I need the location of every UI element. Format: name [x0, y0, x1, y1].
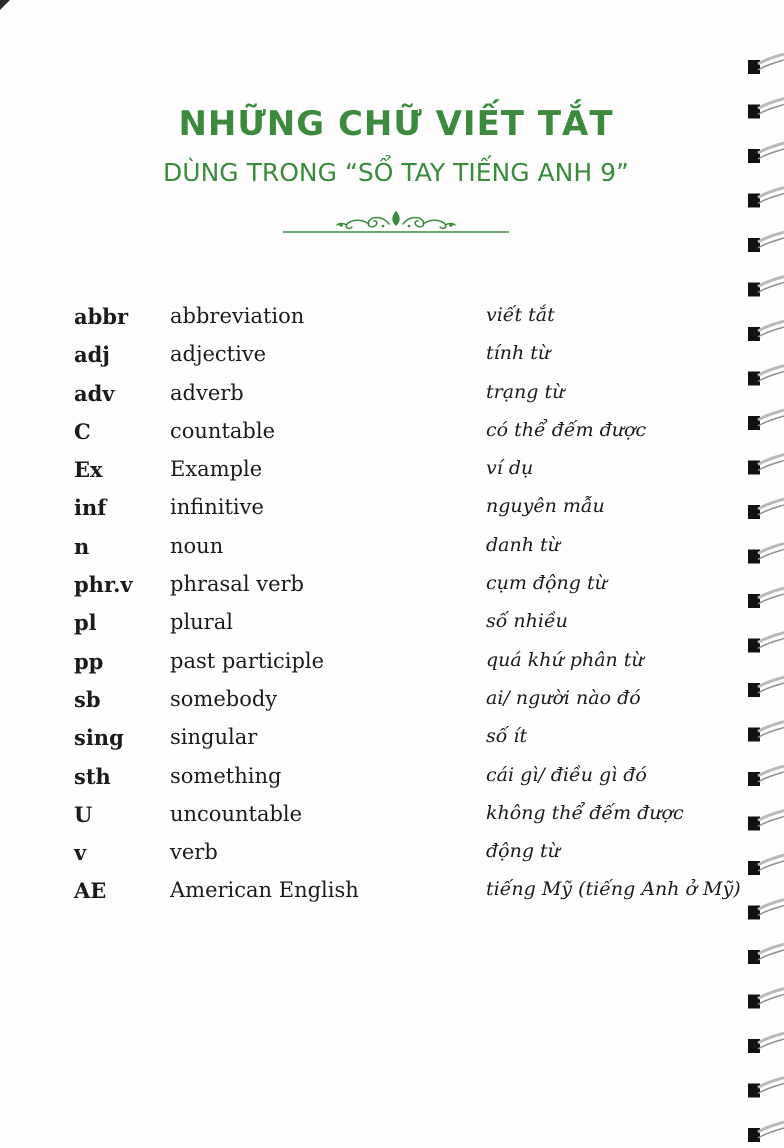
vietnamese-meaning: danh từ	[486, 533, 560, 556]
vietnamese-meaning: cái gì/ điều gì đó	[486, 763, 647, 786]
abbreviation: adv	[74, 380, 115, 406]
ornament-divider-icon	[283, 206, 509, 236]
spiral-coil-icon	[748, 455, 784, 475]
abbreviation: pp	[74, 648, 104, 674]
list-item	[0, 840, 784, 878]
abbreviation-list	[0, 304, 784, 917]
abbreviation: Ex	[74, 457, 103, 483]
list-item	[0, 534, 784, 572]
english-term: noun	[170, 533, 224, 558]
list-item	[0, 649, 784, 687]
vietnamese-meaning: không thể đếm được	[486, 801, 684, 824]
spiral-coil-icon	[748, 54, 784, 74]
spiral-coil-icon	[748, 677, 784, 697]
spiral-coil-icon	[748, 499, 784, 519]
english-term: American English	[170, 878, 359, 903]
vietnamese-meaning: quá khứ phân từ	[486, 648, 644, 671]
vietnamese-meaning: số ít	[486, 725, 528, 748]
spiral-coil-icon	[748, 900, 784, 920]
abbreviation: abbr	[74, 304, 129, 329]
list-item	[0, 687, 784, 725]
corner-mark	[0, 0, 10, 10]
spiral-coil-icon	[748, 1122, 784, 1142]
list-item	[0, 725, 784, 763]
vietnamese-meaning: tiếng Mỹ (tiếng Anh ở Mỹ)	[486, 878, 741, 901]
english-term: adjective	[170, 342, 267, 367]
vietnamese-meaning: số nhiều	[486, 610, 568, 633]
spiral-coil-icon	[748, 544, 784, 564]
list-item	[0, 764, 784, 802]
english-term: verb	[170, 840, 218, 865]
vietnamese-meaning: viết tắt	[486, 304, 555, 326]
page-title: NHỮNG CHỮ VIẾT TẮT	[178, 104, 614, 144]
spiral-coil-icon	[748, 588, 784, 608]
spiral-coil-icon	[748, 1033, 784, 1053]
abbreviation: adj	[74, 342, 110, 368]
abbreviation: sb	[74, 686, 101, 712]
english-term: singular	[170, 725, 258, 750]
list-item	[0, 610, 784, 648]
spiral-coil-icon	[748, 1078, 784, 1098]
spiral-coil-icon	[748, 188, 784, 208]
vietnamese-meaning: nguyên mẫu	[486, 495, 605, 518]
vietnamese-meaning: có thể đếm được	[486, 418, 647, 441]
english-term: phrasal verb	[170, 572, 304, 597]
spiral-coil-icon	[748, 321, 784, 341]
abbreviation: AE	[74, 878, 107, 904]
spiral-coil-icon	[748, 989, 784, 1009]
spiral-coil-icon	[748, 143, 784, 163]
abbreviation: n	[74, 533, 90, 559]
english-term: something	[170, 763, 282, 788]
list-item	[0, 457, 784, 495]
spiral-coil-icon	[748, 766, 784, 786]
spiral-coil-icon	[748, 722, 784, 742]
vietnamese-meaning: tính từ	[486, 342, 551, 365]
english-term: plural	[170, 610, 233, 635]
list-item	[0, 878, 784, 916]
abbreviation: pl	[74, 610, 97, 636]
abbreviation: sing	[74, 725, 124, 751]
spiral-coil-icon	[748, 232, 784, 252]
list-item	[0, 304, 784, 342]
spiral-coil-icon	[748, 855, 784, 875]
list-item	[0, 495, 784, 533]
list-item	[0, 802, 784, 840]
spiral-coil-icon	[748, 944, 784, 964]
abbreviation: sth	[74, 763, 111, 789]
list-item	[0, 342, 784, 380]
spiral-coil-icon	[748, 99, 784, 119]
abbreviation: phr.v	[74, 572, 133, 598]
english-term: infinitive	[170, 495, 264, 520]
english-term: Example	[170, 457, 263, 482]
abbreviation: U	[74, 801, 93, 827]
english-term: countable	[170, 418, 275, 443]
abbreviation: v	[74, 840, 87, 866]
vietnamese-meaning: trạng từ	[486, 380, 565, 403]
english-term: abbreviation	[170, 304, 305, 328]
spiral-coil-icon	[748, 277, 784, 297]
vietnamese-meaning: ai/ người nào đó	[486, 686, 641, 709]
spiral-coil-icon	[748, 366, 784, 386]
abbreviation: inf	[74, 495, 107, 521]
vietnamese-meaning: cụm động từ	[486, 572, 607, 595]
list-item	[0, 419, 784, 457]
english-term: adverb	[170, 380, 244, 405]
vietnamese-meaning: ví dụ	[486, 457, 534, 480]
english-term: past participle	[170, 648, 325, 673]
list-item	[0, 381, 784, 419]
vietnamese-meaning: động từ	[486, 840, 560, 863]
english-term: somebody	[170, 686, 278, 711]
spiral-coil-icon	[748, 633, 784, 653]
abbreviation: C	[74, 418, 91, 444]
spiral-coil-icon	[748, 811, 784, 831]
spiral-coil-icon	[748, 410, 784, 430]
english-term: uncountable	[170, 801, 303, 826]
spiral-binding-icon	[744, 0, 784, 1148]
list-item	[0, 572, 784, 610]
page-subtitle: DÙNG TRONG “SỔ TAY TIẾNG ANH 9”	[163, 158, 629, 187]
